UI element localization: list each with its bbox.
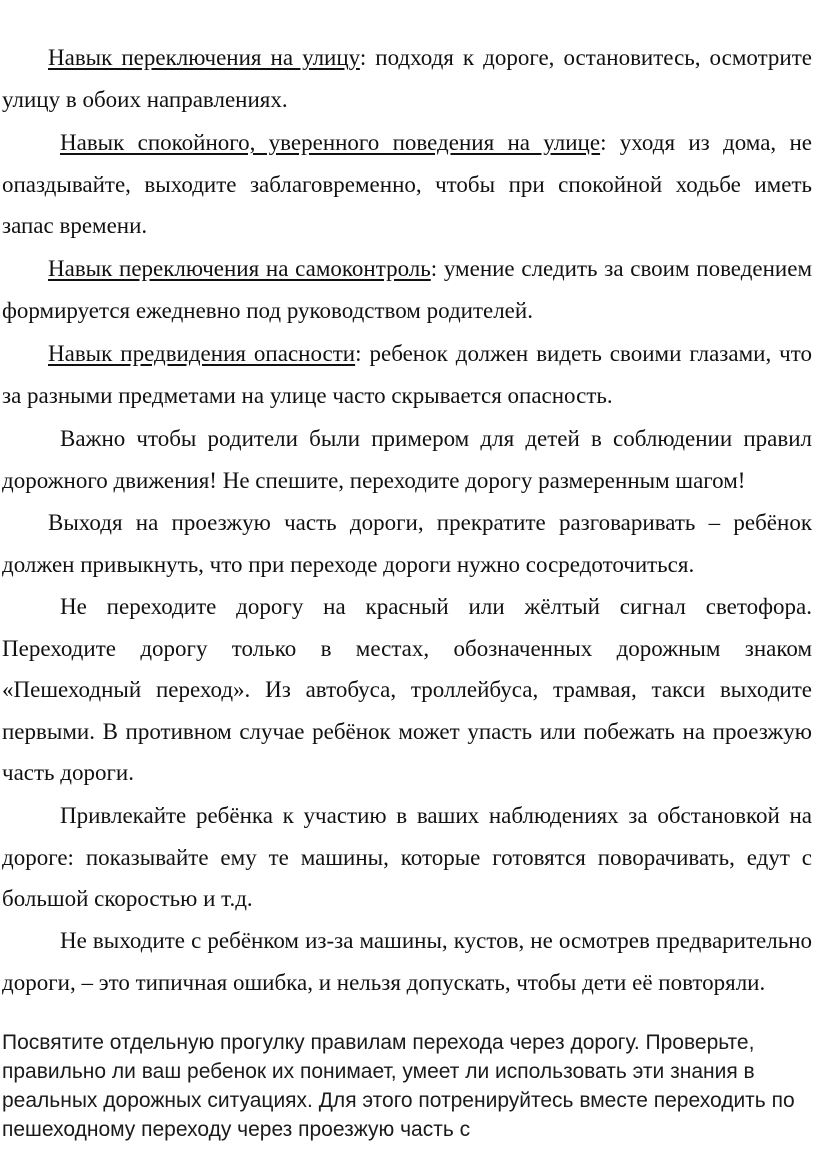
paragraph-text: : умение следить за своим поведением формируется ежедневно под руководством родителей.: [2, 256, 812, 323]
paragraph-parents-example: Важно чтобы родители были примером для детей в соблюдении правил дорожного движения! Не спешите, переходите дорогу размеренным шагом!: [2, 426, 812, 493]
paragraph-observe-road: Привлекайте ребёнка к участию в ваших наблюдениях за обстановкой на дороге: показывайте ему те машины, которые готовятся поворачивать, едут с большой скоростью и т.д.: [2, 803, 812, 911]
paragraph-heading: Навык переключения на самоконтроль: [48, 256, 431, 281]
paragraph-danger-foresight: [2, 333, 812, 416]
paragraph-street-switch: [2, 37, 812, 120]
paragraph-practice-walk: Посвятите отдельную прогулку правилам перехода через дорогу. Проверьте, правильно ли ваш ребенок их понимает, умеет ли использовать эти знания в реальных дорожных ситуациях. Для этого потренируйтесь вместе переходить по пешеходному переходу через проезжую часть с: [2, 1031, 795, 1141]
paragraph-typical-mistake: Не выходите с ребёнком из-за машины, кустов, не осмотрев предварительно дороги, – это типичная ошибка, и нельзя допускать, чтобы дети её повторяли.: [2, 928, 812, 995]
paragraph-self-control: [2, 248, 812, 331]
paragraph-text: : ребенок должен видеть своими глазами, что за разными предметами на улице часто скрывается опасность.: [2, 341, 812, 408]
paragraph-text: : подходя к дороге, остановитесь, осмотрите улицу в обоих направлениях.: [2, 45, 812, 112]
paragraph-heading: Навык спокойного, уверенного поведения на улице: [60, 130, 601, 155]
paragraph-text: : уходя из дома, не опаздывайте, выходите заблаговременно, чтобы при спокойной ходьбе иметь запас времени.: [2, 130, 812, 238]
paragraph-heading: Навык переключения на улицу: [48, 45, 360, 70]
paragraph-heading: Навык предвидения опасности: [48, 341, 356, 366]
paragraph-stop-talking: Выходя на проезжую часть дороги, прекратите разговаривать – ребёнок должен привыкнуть, что при переходе дороги нужно сосредоточиться.: [2, 510, 812, 577]
paragraph-traffic-light: Не переходите дорогу на красный или жёлтый сигнал светофора. Переходите дорогу только в местах, обозначенных дорожным знаком «Пешеходный переход». Из автобуса, троллейбуса, трамвая, такси выходите первыми. В противном случае ребёнок может упасть или побежать на проезжую часть дороги.: [2, 594, 812, 785]
paragraph-calm-behavior: [2, 122, 812, 247]
